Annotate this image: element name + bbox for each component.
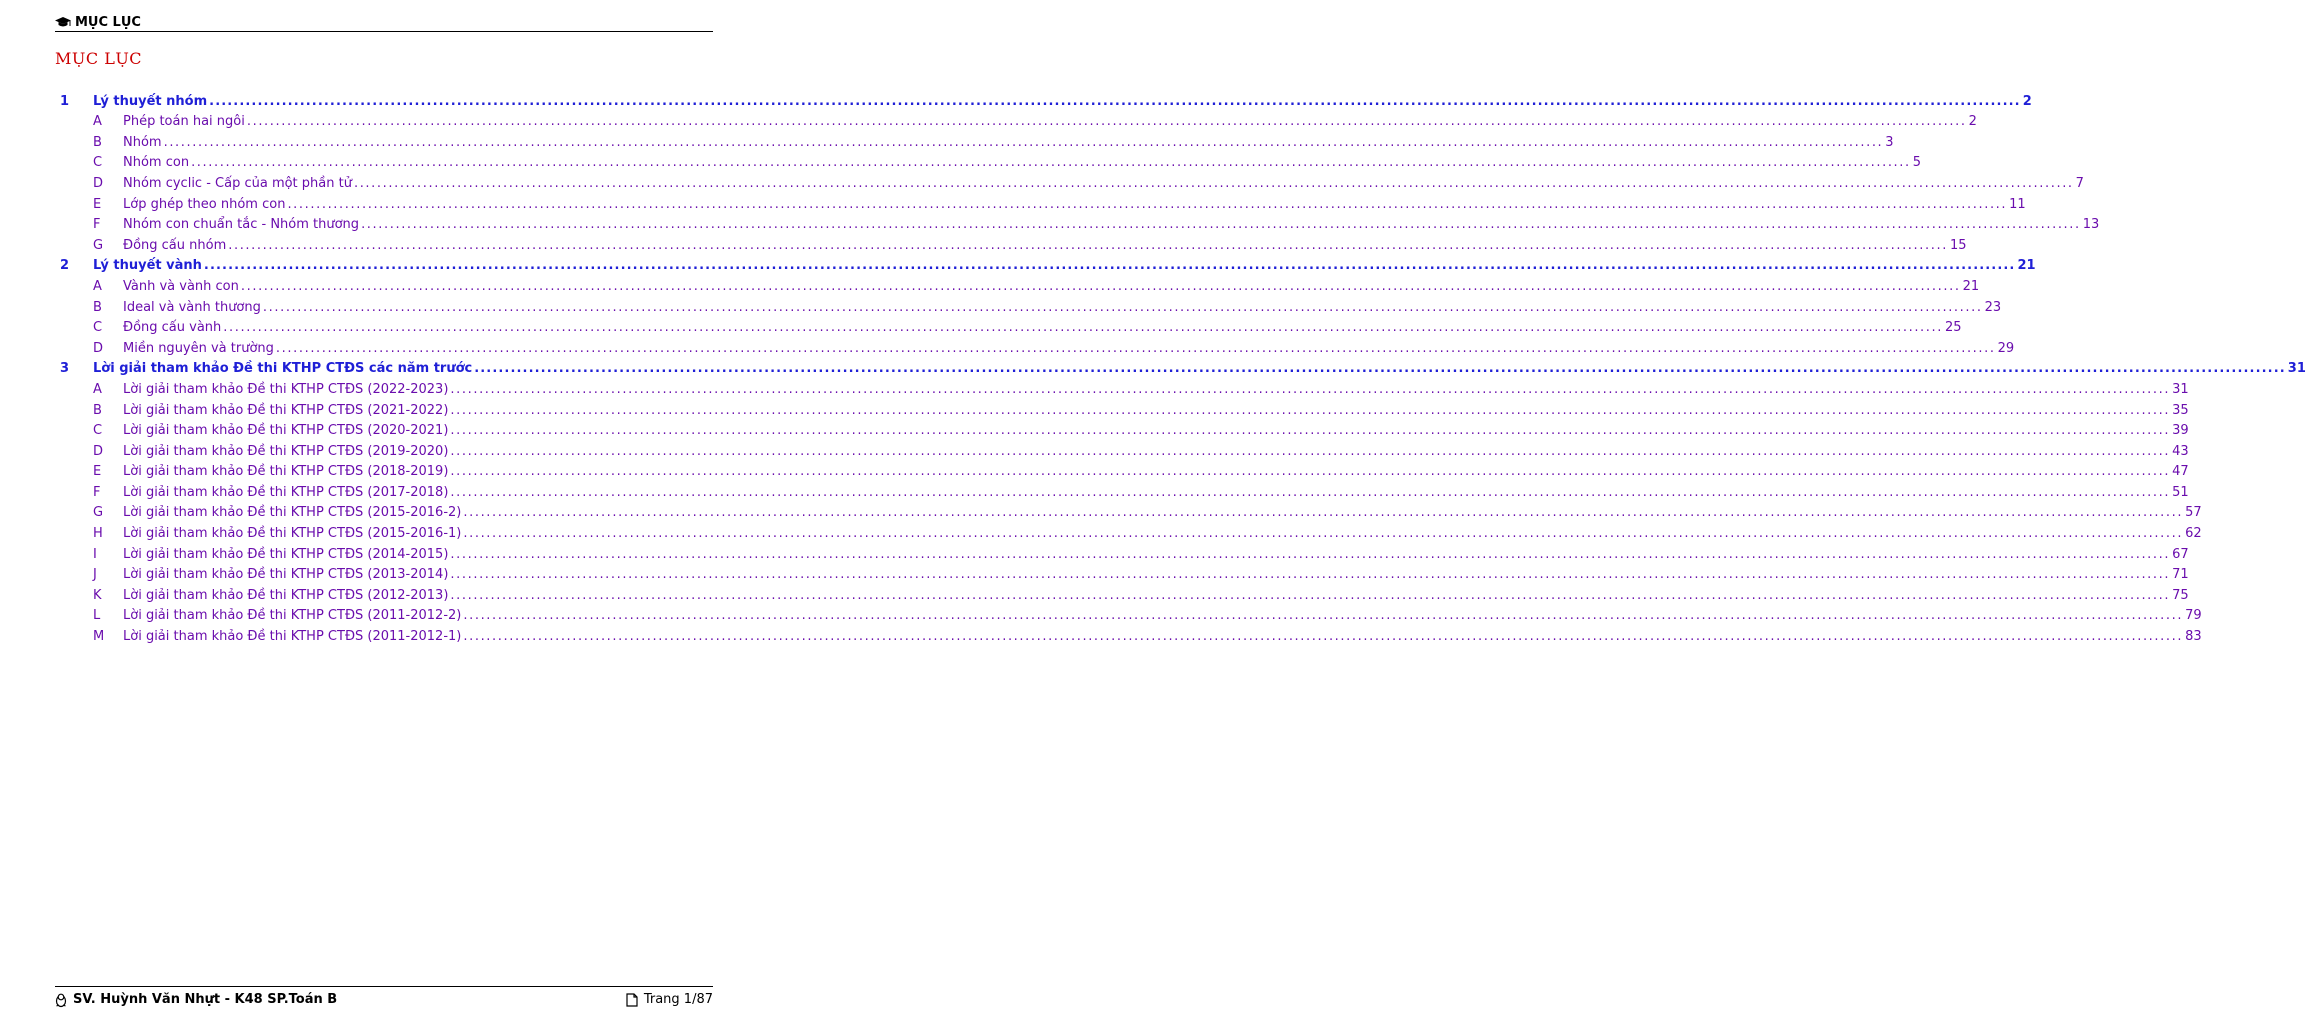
toc-subsection-entry[interactable] bbox=[55, 439, 2189, 460]
toc-entry-title: Lời giải tham khảo Đề thi KTHP CTĐS (2015-2016-2) bbox=[123, 505, 462, 521]
toc-dot-leader: ............................................................................................................................................................................................................................................................................................................ bbox=[450, 402, 2171, 418]
toc-page-number: 5 bbox=[1912, 155, 1922, 171]
toc-page-number: 71 bbox=[2172, 567, 2189, 583]
toc-page-number: 39 bbox=[2172, 423, 2189, 439]
toc-subsection-entry[interactable] bbox=[55, 604, 2202, 625]
toc-subsection-entry[interactable] bbox=[55, 336, 2015, 357]
toc-section-number: 1 bbox=[60, 93, 70, 109]
toc-dot-leader: ............................................................................................................................................................................................................................................................................................................ bbox=[228, 237, 1948, 253]
toc-page-number: 35 bbox=[2172, 402, 2189, 418]
toc-subsection-letter: C bbox=[93, 423, 103, 439]
toc-entry-line bbox=[123, 381, 2189, 398]
toc-subsection-entry[interactable] bbox=[55, 563, 2189, 584]
toc-subsection-letter: B bbox=[93, 402, 102, 418]
toc-dot-leader: ............................................................................................................................................................................................................................................................................................................ bbox=[450, 443, 2171, 459]
toc-entry-line bbox=[93, 93, 2032, 110]
toc-subsection-entry[interactable] bbox=[55, 151, 1922, 172]
toc-dot-leader: ............................................................................................................................................................................................................................................................................................................ bbox=[463, 629, 2184, 645]
toc-subsection-entry[interactable] bbox=[55, 583, 2189, 604]
toc-dot-leader: ............................................................................................................................................................................................................................................................................................................ bbox=[163, 134, 1884, 150]
toc-dot-leader: ............................................................................................................................................................................................................................................................................................................ bbox=[287, 196, 2008, 212]
toc-entry-title: Lời giải tham khảo Đề thi KTHP CTĐS (2021-2022) bbox=[123, 402, 449, 418]
toc-subsection-entry[interactable] bbox=[55, 480, 2189, 501]
toc-entry-line bbox=[123, 546, 2189, 563]
toc-entry-title: Phép toán hai ngôi bbox=[123, 114, 245, 130]
toc-entry-title: Nhóm con bbox=[123, 155, 190, 171]
toc-dot-leader: ............................................................................................................................................................................................................................................................................................................ bbox=[262, 299, 1983, 315]
toc-entry-line bbox=[93, 361, 2306, 377]
toc-entry-title: Lý thuyết nhóm bbox=[93, 93, 208, 109]
toc-section-entry[interactable] bbox=[55, 254, 2036, 275]
toc-entry-title: Đồng cấu vành bbox=[123, 320, 222, 336]
toc-subsection-entry[interactable] bbox=[55, 233, 1967, 254]
toc-page-number: 2 bbox=[1968, 114, 1977, 130]
toc-entry-line bbox=[123, 526, 2202, 542]
toc-page-number: 79 bbox=[2185, 608, 2202, 624]
toc-subsection-letter: C bbox=[93, 320, 103, 336]
toc-subsection-entry[interactable] bbox=[55, 398, 2189, 419]
toc-page-number: 57 bbox=[2185, 505, 2202, 521]
toc-entry-line bbox=[123, 134, 1894, 151]
toc-dot-leader: ............................................................................................................................................................................................................................................................................................................ bbox=[246, 114, 1967, 130]
toc-entry-title: Nhóm cyclic - Cấp của một phần tử bbox=[123, 175, 352, 191]
footer-author bbox=[55, 992, 337, 1007]
toc-page-number: 67 bbox=[2172, 546, 2189, 562]
toc-subsection-entry[interactable] bbox=[55, 130, 1894, 151]
page-icon bbox=[626, 993, 638, 1007]
toc-subsection-entry[interactable] bbox=[55, 316, 1962, 337]
toc-dot-leader: ............................................................................................................................................................................................................................................................................................................ bbox=[474, 361, 2286, 377]
page-label: Trang 1/87 bbox=[643, 992, 713, 1007]
toc-subsection-letter: L bbox=[93, 608, 101, 624]
toc-dot-leader: ............................................................................................................................................................................................................................................................................................................ bbox=[450, 484, 2171, 500]
toc-subsection-letter: C bbox=[93, 155, 103, 171]
toc-entry-title: Lý thuyết vành bbox=[93, 258, 202, 274]
toc-entry-line bbox=[123, 587, 2189, 604]
toc-subsection-entry[interactable] bbox=[55, 377, 2189, 398]
toc-entry-line bbox=[93, 258, 2036, 274]
toc-page-number: 43 bbox=[2172, 443, 2189, 459]
toc-page-number: 13 bbox=[2082, 217, 2100, 233]
toc-subsection-entry[interactable] bbox=[55, 192, 2026, 213]
toc-dot-leader: ............................................................................................................................................................................................................................................................................................................ bbox=[463, 608, 2184, 624]
toc-subsection-letter: G bbox=[93, 505, 104, 521]
toc-subsection-letter: F bbox=[93, 484, 101, 500]
toc-entry-title: Nhóm con chuẩn tắc - Nhóm thương bbox=[123, 217, 360, 233]
table-of-contents bbox=[55, 89, 2306, 645]
toc-subsection-entry[interactable] bbox=[55, 542, 2189, 563]
toc-subsection-entry[interactable] bbox=[55, 295, 2002, 316]
toc-subsection-letter: H bbox=[93, 526, 103, 542]
toc-entry-title: Nhóm bbox=[123, 134, 162, 150]
toc-dot-leader: ............................................................................................................................................................................................................................................................................................................ bbox=[275, 340, 1996, 356]
toc-entry-line bbox=[123, 217, 2100, 233]
toc-entry-title: Đồng cấu nhóm bbox=[123, 237, 227, 253]
toc-entry-title: Lời giải tham khảo Đề thi KTHP CTĐS (2012-2013) bbox=[123, 587, 449, 603]
toc-dot-leader: ............................................................................................................................................................................................................................................................................................................ bbox=[450, 381, 2171, 397]
toc-entry-title: Lời giải tham khảo Đề thi KTHP CTĐS (2013-2014) bbox=[123, 567, 449, 583]
toc-subsection-letter: B bbox=[93, 134, 102, 150]
header-title: MỤC LỤC bbox=[75, 14, 141, 30]
toc-dot-leader: ............................................................................................................................................................................................................................................................................................................ bbox=[463, 526, 2184, 542]
toc-subsection-letter: D bbox=[93, 175, 104, 191]
toc-page-number: 2 bbox=[2022, 93, 2032, 109]
toc-subsection-entry[interactable] bbox=[55, 419, 2189, 440]
toc-entry-line bbox=[123, 155, 1922, 171]
toc-entry-title: Miền nguyên và trường bbox=[123, 340, 274, 356]
toc-entry-line bbox=[123, 567, 2189, 583]
toc-entry-line bbox=[123, 608, 2202, 624]
toc-entry-title: Lời giải tham khảo Đề thi KTHP CTĐS (2018-2019) bbox=[123, 464, 449, 480]
toc-page-number: 25 bbox=[1944, 320, 1962, 336]
toc-subsection-letter: D bbox=[93, 443, 104, 459]
toc-section-entry[interactable] bbox=[55, 89, 2032, 110]
footer-page-number bbox=[626, 992, 713, 1007]
toc-entry-line bbox=[123, 320, 1962, 336]
toc-entry-line bbox=[123, 629, 2202, 645]
toc-subsection-letter: F bbox=[93, 217, 101, 233]
toc-page-number: 23 bbox=[1984, 299, 2002, 315]
toc-subsection-entry[interactable] bbox=[55, 213, 2100, 234]
toc-entry-title: Ideal và vành thương bbox=[123, 299, 261, 315]
toc-subsection-letter: I bbox=[93, 546, 97, 562]
toc-section-entry[interactable] bbox=[55, 357, 2306, 378]
toc-entry-title: Lớp ghép theo nhóm con bbox=[123, 196, 286, 212]
toc-subsection-entry[interactable] bbox=[55, 274, 1980, 295]
toc-subsection-letter: D bbox=[93, 340, 104, 356]
toc-subsection-entry[interactable] bbox=[55, 110, 1977, 131]
toc-subsection-letter: B bbox=[93, 299, 102, 315]
toc-entry-line bbox=[123, 237, 1967, 254]
toc-entry-title: Lời giải tham khảo Đề thi KTHP CTĐS (2015-2016-1) bbox=[123, 526, 462, 542]
toc-entry-line bbox=[123, 196, 2026, 213]
toc-dot-leader: ............................................................................................................................................................................................................................................................................................................ bbox=[240, 278, 1961, 294]
toc-subsection-letter: A bbox=[93, 114, 102, 130]
toc-entry-line bbox=[123, 484, 2189, 501]
toc-page-number: 51 bbox=[2172, 484, 2189, 500]
toc-subsection-letter: E bbox=[93, 196, 102, 212]
toc-page-number: 3 bbox=[1885, 134, 1894, 150]
toc-entry-title: Lời giải tham khảo Đề thi KTHP CTĐS (2020-2021) bbox=[123, 423, 449, 439]
toc-dot-leader: ............................................................................................................................................................................................................................................................................................................ bbox=[203, 258, 2016, 274]
toc-entry-title: Lời giải tham khảo Đề thi KTHP CTĐS (2011-2012-2) bbox=[123, 608, 462, 624]
toc-page-number: 31 bbox=[2172, 381, 2189, 397]
toc-subsection-letter: M bbox=[93, 629, 105, 645]
toc-entry-line bbox=[123, 423, 2189, 439]
toc-page-number: 15 bbox=[1949, 237, 1967, 253]
toc-entry-title: Lời giải tham khảo Đề thi KTHP CTĐS (2022-2023) bbox=[123, 381, 449, 397]
toc-entry-line bbox=[123, 402, 2189, 419]
toc-entry-line bbox=[123, 175, 2084, 192]
toc-entry-title: Lời giải tham khảo Đề thi KTHP CTĐS (2011-2012-1) bbox=[123, 629, 462, 645]
toc-dot-leader: ............................................................................................................................................................................................................................................................................................................ bbox=[450, 464, 2171, 480]
toc-entry-line bbox=[123, 443, 2189, 460]
toc-subsection-entry[interactable] bbox=[55, 624, 2202, 645]
toc-entry-title: Lời giải tham khảo Đề thi KTHP CTĐS các năm trước bbox=[93, 361, 473, 377]
toc-page-number: 83 bbox=[2185, 629, 2202, 645]
toc-dot-leader: ............................................................................................................................................................................................................................................................................................................ bbox=[209, 93, 2021, 109]
graduation-cap-icon bbox=[55, 16, 71, 28]
toc-page-number: 62 bbox=[2185, 526, 2202, 542]
toc-subsection-entry[interactable] bbox=[55, 501, 2202, 522]
toc-subsection-letter: A bbox=[93, 278, 102, 294]
penguin-icon bbox=[55, 993, 67, 1007]
toc-entry-line bbox=[123, 114, 1977, 130]
toc-subsection-letter: E bbox=[93, 464, 102, 480]
toc-dot-leader: ............................................................................................................................................................................................................................................................................................................ bbox=[450, 423, 2171, 439]
toc-section-number: 2 bbox=[60, 258, 70, 274]
toc-subsection-entry[interactable] bbox=[55, 171, 2084, 192]
toc-page-number: 21 bbox=[2017, 258, 2036, 274]
toc-dot-leader: ............................................................................................................................................................................................................................................................................................................ bbox=[191, 155, 1911, 171]
toc-subsection-letter: J bbox=[93, 567, 97, 583]
toc-entry-line bbox=[123, 505, 2202, 521]
toc-dot-leader: ............................................................................................................................................................................................................................................................................................................ bbox=[353, 175, 2074, 191]
toc-subsection-letter: A bbox=[93, 381, 102, 397]
page-title: MỤC LỤC bbox=[55, 49, 143, 68]
toc-subsection-entry[interactable] bbox=[55, 460, 2189, 481]
toc-page-number: 31 bbox=[2287, 361, 2306, 377]
toc-dot-leader: ............................................................................................................................................................................................................................................................................................................ bbox=[450, 567, 2171, 583]
toc-page-number: 29 bbox=[1997, 340, 2015, 356]
author-text: SV. Huỳnh Văn Nhựt - K48 SP.Toán B bbox=[73, 992, 338, 1007]
toc-entry-title: Vành và vành con bbox=[123, 278, 239, 294]
toc-dot-leader: ............................................................................................................................................................................................................................................................................................................ bbox=[450, 587, 2171, 603]
toc-section-number: 3 bbox=[60, 361, 70, 377]
toc-entry-title: Lời giải tham khảo Đề thi KTHP CTĐS (2014-2015) bbox=[123, 546, 449, 562]
toc-entry-line bbox=[123, 340, 2015, 357]
toc-subsection-letter: G bbox=[93, 237, 104, 253]
toc-dot-leader: ............................................................................................................................................................................................................................................................................................................ bbox=[223, 320, 1943, 336]
toc-dot-leader: ............................................................................................................................................................................................................................................................................................................ bbox=[361, 217, 2081, 233]
toc-entry-line bbox=[123, 278, 1980, 295]
toc-subsection-entry[interactable] bbox=[55, 521, 2202, 542]
toc-page-number: 7 bbox=[2075, 175, 2084, 191]
toc-dot-leader: ............................................................................................................................................................................................................................................................................................................ bbox=[450, 546, 2171, 562]
toc-entry-line bbox=[123, 464, 2189, 480]
running-footer bbox=[55, 986, 713, 1013]
toc-page-number: 21 bbox=[1962, 278, 1980, 294]
toc-page-number: 47 bbox=[2172, 464, 2189, 480]
toc-page-number: 11 bbox=[2009, 196, 2026, 212]
toc-page-number: 75 bbox=[2172, 587, 2189, 603]
toc-entry-title: Lời giải tham khảo Đề thi KTHP CTĐS (2017-2018) bbox=[123, 484, 449, 500]
toc-entry-title: Lời giải tham khảo Đề thi KTHP CTĐS (2019-2020) bbox=[123, 443, 449, 459]
running-header bbox=[55, 13, 713, 32]
toc-entry-line bbox=[123, 299, 2002, 316]
toc-dot-leader: ............................................................................................................................................................................................................................................................................................................ bbox=[463, 505, 2184, 521]
toc-subsection-letter: K bbox=[93, 587, 102, 603]
